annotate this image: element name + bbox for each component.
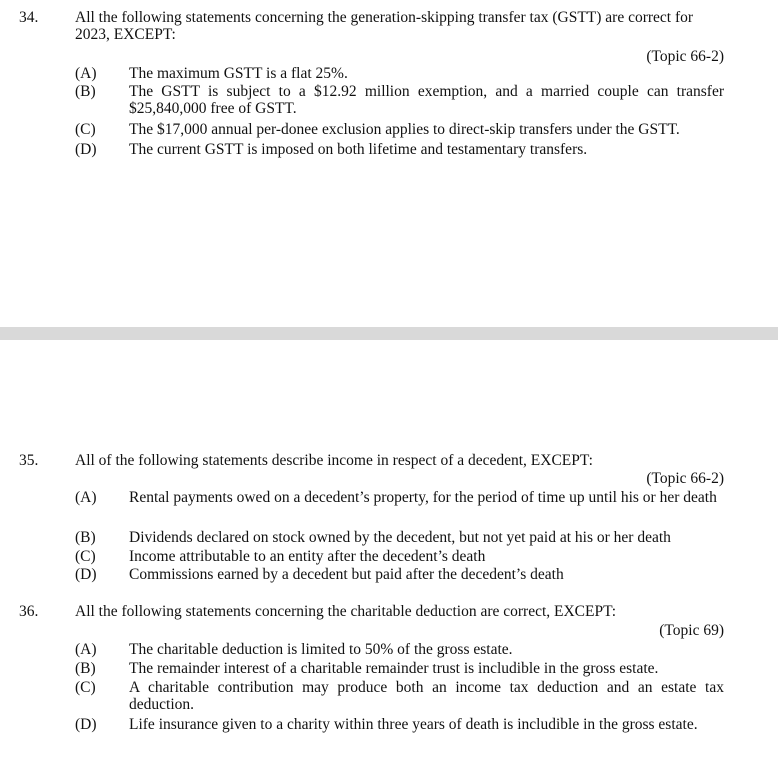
option-text: Income attributable to an entity after the decedent’s death — [129, 548, 486, 565]
option-letter: (A) — [75, 65, 97, 82]
option-letter: (C) — [75, 121, 96, 138]
option-text: A charitable contribution may produce both an income tax deduction and an estate tax deduction. — [129, 679, 724, 713]
question-number: 35. — [19, 452, 39, 469]
question-stem: All the following statements concerning the charitable deduction are correct, EXCEPT: — [75, 603, 617, 620]
page-divider — [0, 327, 778, 340]
option-letter: (C) — [75, 679, 96, 696]
option-letter: (B) — [75, 660, 96, 677]
option-text: The GSTT is subject to a $12.92 million exemption, and a married couple can transfer $25,840,000 free of GSTT. — [129, 83, 724, 117]
option-text: The current GSTT is imposed on both lifetime and testamentary transfers. — [129, 141, 588, 158]
option-letter: (D) — [75, 716, 97, 733]
option-text: Rental payments owed on a decedent’s property, for the period of time up until his or her death — [129, 489, 717, 506]
option-text: The charitable deduction is limited to 50% of the gross estate. — [129, 641, 513, 658]
question-stem: All the following statements concerning the generation-skipping transfer tax (GSTT) are correct for 2023, EXCEPT: — [75, 9, 694, 43]
topic-reference: (Topic 66-2) — [646, 48, 724, 65]
option-letter: (A) — [75, 489, 97, 506]
option-text: Dividends declared on stock owned by the decedent, but not yet paid at his or her death — [129, 529, 671, 546]
option-letter: (B) — [75, 83, 96, 100]
option-letter: (A) — [75, 641, 97, 658]
option-text: Commissions earned by a decedent but paid after the decedent’s death — [129, 566, 564, 583]
option-text: Life insurance given to a charity within three years of death is includible in the gross estate. — [129, 716, 698, 733]
question-number: 34. — [19, 9, 39, 26]
option-text: The $17,000 annual per-donee exclusion applies to direct-skip transfers under the GSTT. — [129, 121, 680, 138]
option-letter: (D) — [75, 566, 97, 583]
question-stem: All of the following statements describe income in respect of a decedent, EXCEPT: — [75, 452, 593, 469]
option-letter: (D) — [75, 141, 97, 158]
topic-reference: (Topic 66-2) — [646, 470, 724, 487]
question-number: 36. — [19, 603, 39, 620]
option-text: The remainder interest of a charitable remainder trust is includible in the gross estate. — [129, 660, 659, 677]
option-letter: (C) — [75, 548, 96, 565]
option-text: The maximum GSTT is a flat 25%. — [129, 65, 348, 82]
option-letter: (B) — [75, 529, 96, 546]
topic-reference: (Topic 69) — [659, 622, 724, 639]
